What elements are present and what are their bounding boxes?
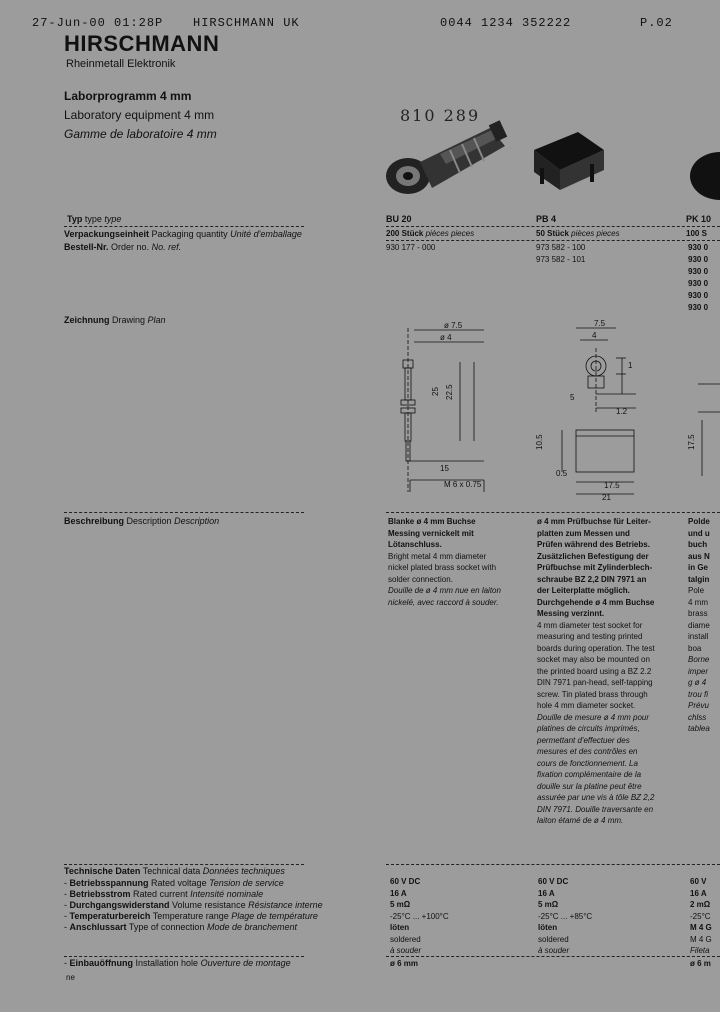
dim-label: 15	[440, 464, 449, 473]
row-label-technical-data: Technische Daten Technical data Données techniques	[64, 866, 285, 876]
pk10-socket-image	[686, 150, 720, 200]
tech-data-pk10: 60 V 16 A 2 mΩ -25°C M 4 G M 4 G Fileta	[690, 877, 712, 955]
divider	[386, 512, 720, 513]
product-type-pk10: PK 10	[686, 214, 712, 224]
program-title-fr: Gamme de laboratoire 4 mm	[64, 127, 217, 141]
dim-label: 7.5	[594, 319, 606, 328]
row-label-current: - Betriebsstrom Rated current Intensité nominale	[64, 889, 264, 899]
dim-label: 25	[431, 387, 440, 396]
dim-label: 1	[628, 361, 633, 370]
dim-label: 17.5	[687, 434, 696, 450]
tech-data-bu20: 60 V DC 16 A 5 mΩ -25°C ... +100°C löten soldered à souder	[390, 877, 449, 955]
divider	[64, 226, 304, 227]
dim-label: 22.5	[445, 384, 454, 400]
row-label-order-no: Bestell-Nr. Order no. No. ref.	[64, 242, 182, 252]
divider	[386, 956, 720, 957]
fax-datetime: 27-Jun-00 01:28P	[32, 16, 164, 30]
description-pb4: ø 4 mm Prüfbuchse für Leiter- platten zum Messen und Prüfen während des Betriebs. Zusätzlichen Befestigung der Prüfbuchse mit Zylinderblech- schraube BZ 2,2 DIN 7971 an der Leiterplatte möglich. Durchgehende ø 4 mm Buchse Messing verzinnt. 4 mm diameter test socket for measuring and testing printed boards during operation. The test socket may also be mounted on the printed board using a BZ 2.2 DIN 7971 pan-head, self-tapping screw. Tin plated brass through hole 4 mm diameter socket. Douille de mesure ø 4 mm pour platines de circuits imprimés, permettant d'effectuer des mesures et des contrôles en cours de fonctionnement. La fixation complémentaire de la douille sur la platine peut être assurée par une vis à tôle BZ 2,2 DIN 7971. Douille traversante en laiton étamé de ø 4 mm.	[537, 517, 655, 825]
pk10-technical-drawing	[684, 380, 720, 500]
order-no-pk10: 930 0	[688, 255, 709, 264]
row-label-type: Typ type type	[67, 214, 122, 224]
dim-label: 0.5	[556, 469, 568, 478]
order-no-bu20: 930 177 - 000	[386, 243, 436, 252]
bu20-technical-drawing	[384, 320, 494, 500]
description-pk10: Polde und u buch aus N in Ge talgin Pole 4 mm brass diame install boa Borne imper g ø 4 trou fi Prévu chlss tablea	[688, 517, 710, 733]
dim-label: ø 4	[440, 333, 452, 342]
order-no-pk10: 930 0	[688, 291, 709, 300]
tech-data-pb4: 60 V DC 16 A 5 mΩ -25°C ... +85°C löten soldered à souder	[538, 877, 593, 955]
pb4-technical-drawing	[535, 318, 666, 508]
row-label-description: Beschreibung Description Description	[64, 516, 220, 526]
pb4-socket-image	[530, 128, 610, 193]
row-label-connection: - Anschlussart Type of connection Mode de branchement	[64, 922, 298, 932]
product-type-pb4: PB 4	[536, 214, 557, 224]
divider	[386, 226, 720, 227]
row-label-packaging: Verpackungseinheit Packaging quantity Unité d'emballage	[64, 229, 302, 239]
divider	[386, 864, 720, 865]
dim-label: ø 7.5	[444, 321, 463, 330]
dim-label: 21	[602, 493, 611, 502]
divider	[386, 240, 720, 241]
handwritten-note: 810 289	[400, 106, 481, 125]
fax-page: P.02	[640, 16, 673, 30]
divider	[64, 956, 304, 957]
order-no-pk10: 930 0	[688, 303, 709, 312]
dim-label: 1.2	[616, 407, 628, 416]
dim-label: 5	[570, 393, 575, 402]
dim-label: M 6 x 0.75	[444, 480, 482, 489]
row-label-voltage: - Betriebsspannung Rated voltage Tension de service	[64, 878, 284, 888]
divider	[64, 512, 304, 513]
program-title-en: Laboratory equipment 4 mm	[64, 108, 215, 122]
divider	[64, 864, 304, 865]
product-type-bu20: BU 20	[386, 214, 412, 224]
footer-note: ne	[66, 973, 75, 982]
dim-label: 4	[592, 331, 597, 340]
program-title-de: Laborprogramm 4 mm	[64, 89, 192, 103]
pack-qty-pk10: 100 S	[686, 229, 707, 238]
row-label-resistance: - Durchgangswiderstand Volume resistance Résistance interne	[64, 900, 323, 910]
order-no-pk10: 930 0	[688, 279, 709, 288]
order-no-pk10: 930 0	[688, 243, 709, 252]
row-label-mounting-hole: - Einbauöffnung Installation hole Ouverture de montage	[64, 958, 291, 968]
dim-label: 10.5	[535, 434, 544, 450]
dim-label: 17.5	[604, 481, 620, 490]
order-no-pb4: 973 582 - 100	[536, 243, 586, 252]
description-bu20: Blanke ø 4 mm Buchse Messing vernickelt mit Lötanschluss. Bright metal 4 mm diameter nickel plated brass socket with solder connection. Douille de ø 4 mm nue en laiton nickelé, avec raccord à souder.	[388, 517, 501, 607]
fax-phone: 0044 1234 352222	[440, 16, 572, 30]
brand-subtitle: Rheinmetall Elektronik	[66, 58, 176, 70]
fax-sender: HIRSCHMANN UK	[193, 16, 300, 30]
order-no-pk10: 930 0	[688, 267, 709, 276]
pack-qty-bu20: 200 Stück pièces pieces	[386, 229, 475, 238]
order-no-pb4: 973 582 - 101	[536, 255, 586, 264]
mounting-hole-pk10: ø 6 m	[690, 959, 711, 968]
brand-logo: HIRSCHMANN	[64, 31, 220, 56]
bu20-socket-image	[380, 118, 520, 208]
mounting-hole-bu20: ø 6 mm	[390, 959, 419, 968]
pack-qty-pb4: 50 Stück pièces pieces	[536, 229, 620, 238]
row-label-drawing: Zeichnung Drawing Plan	[64, 315, 166, 325]
row-label-temperature: - Temperaturbereich Temperature range Plage de température	[64, 911, 318, 921]
